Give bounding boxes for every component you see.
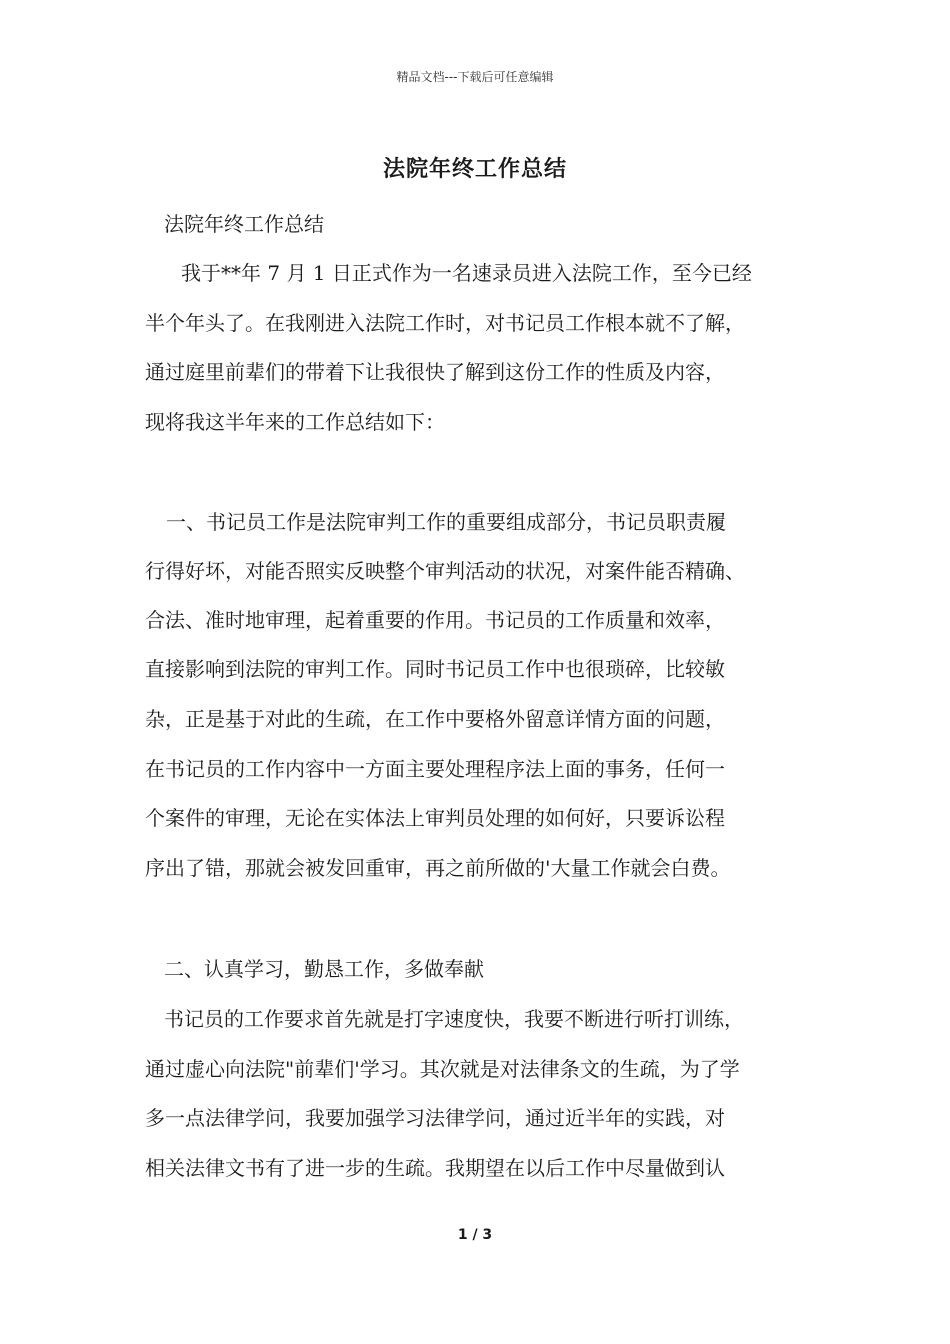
paragraph-line: 在书记员的工作内容中一方面主要处理程序法上面的事务，任何一 [145,757,725,781]
paragraph-line: 现将我这半年来的工作总结如下： [145,410,445,434]
paragraph-line: 通过庭里前辈们的带着下让我很快了解到这份工作的性质及内容， [145,360,725,384]
subtitle-line: 法院年终工作总结 [164,212,324,236]
paragraph-line: 直接影响到法院的审判工作。同时书记员工作中也很琐碎，比较敏 [145,657,725,681]
document-title: 法院年终工作总结 [382,156,567,182]
paragraph-line: 半个年头了。在我刚进入法院工作时，对书记员工作根本就不了解， [145,311,745,335]
paragraph-line: 我于**年 7 月 1 日正式作为一名速录员进入法院工作，至今已经 [181,261,752,285]
paragraph-line: 个案件的审理，无论在实体法上审判员处理的如何好，只要诉讼程 [145,806,725,830]
paragraph-line: 通过虚心向法院"前辈们'学习。其次就是对法律条文的生疏，为了学 [145,1057,740,1081]
page-header: 精品文档---下载后可任意编辑 [396,70,554,84]
paragraph-line: 书记员的工作要求首先就是打字速度快，我要不断进行听打训练， [164,1007,744,1031]
paragraph-line: 相关法律文书有了进一步的生疏。我期望在以后工作中尽量做到认 [145,1156,725,1180]
paragraph-line: 序出了错，那就会被发回重审，再之前所做的'大量工作就会白费。 [145,856,731,880]
section-heading: 一、书记员工作是法院审判工作的重要组成部分，书记员职责履 [166,510,726,534]
paragraph-line: 行得好坏，对能否照实反映整个审判活动的状况，对案件能否精确、 [145,559,745,583]
section-heading: 二、认真学习，勤恳工作，多做奉献 [164,957,484,981]
page-indicator: 1 / 3 [457,1227,493,1243]
paragraph-line: 杂，正是基于对此的生疏，在工作中要格外留意详情方面的问题， [145,707,725,731]
paragraph-line: 多一点法律学问，我要加强学习法律学问，通过近半年的实践，对 [145,1106,725,1130]
paragraph-line: 合法、准时地审理，起着重要的作用。书记员的工作质量和效率， [145,608,725,632]
